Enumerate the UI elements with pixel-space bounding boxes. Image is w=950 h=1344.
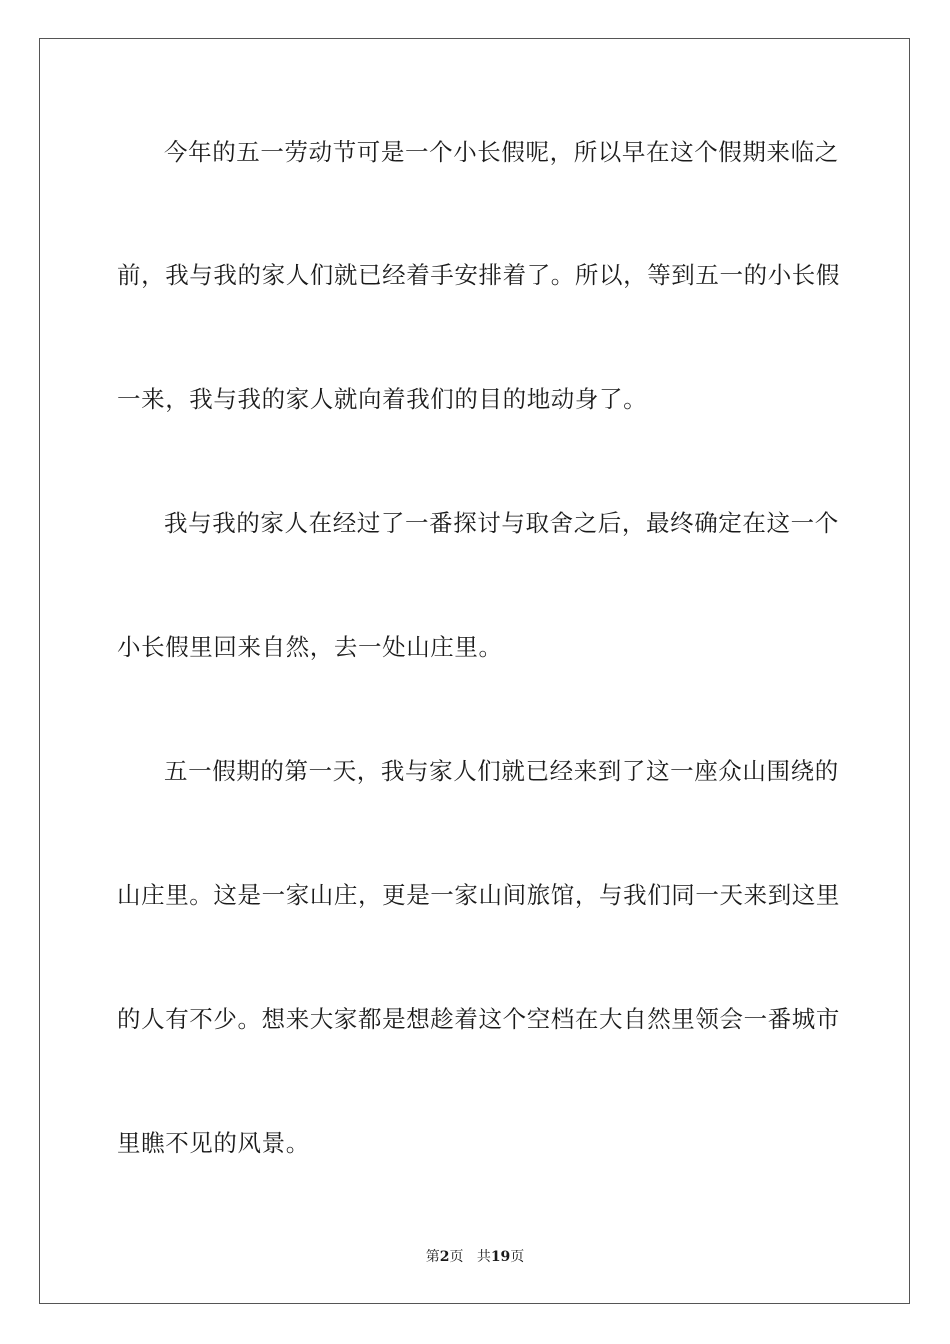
footer-page-suffix: 页: [449, 1249, 464, 1265]
paragraph-1-line-1: 今年的五一劳动节可是一个小长假呢，所以早在这个假期来临之: [164, 138, 839, 166]
page-footer: [0, 1248, 950, 1266]
paragraph-3-line-1: 五一假期的第一天，我与家人们就已经来到了这一座众山围绕的: [164, 757, 839, 785]
footer-total-suffix: 页: [510, 1249, 525, 1265]
paragraph-3-line-3: 的人有不少。想来大家都是想趁着这个空档在大自然里领会一番城市: [117, 1005, 840, 1033]
paragraph-3-line-4: 里瞧不见的风景。: [117, 1129, 310, 1157]
paragraph-3-line-2: 山庄里。这是一家山庄，更是一家山间旅馆，与我们同一天来到这里: [117, 881, 840, 909]
paragraph-1-line-3: 一来，我与我的家人就向着我们的目的地动身了。: [117, 385, 648, 413]
footer-page-prefix: 第: [425, 1249, 440, 1265]
page-frame: [39, 38, 910, 1304]
paragraph-1-line-2: 前，我与我的家人们就已经着手安排着了。所以，等到五一的小长假: [117, 261, 840, 289]
footer-total-prefix: 共: [476, 1249, 491, 1265]
footer-page-number: 2: [439, 1249, 450, 1265]
paragraph-2-line-2: 小长假里回来自然，去一处山庄里。: [117, 633, 503, 661]
footer-total-pages: 19: [490, 1249, 511, 1265]
paragraph-2-line-1: 我与我的家人在经过了一番探讨与取舍之后，最终确定在这一个: [164, 509, 839, 537]
